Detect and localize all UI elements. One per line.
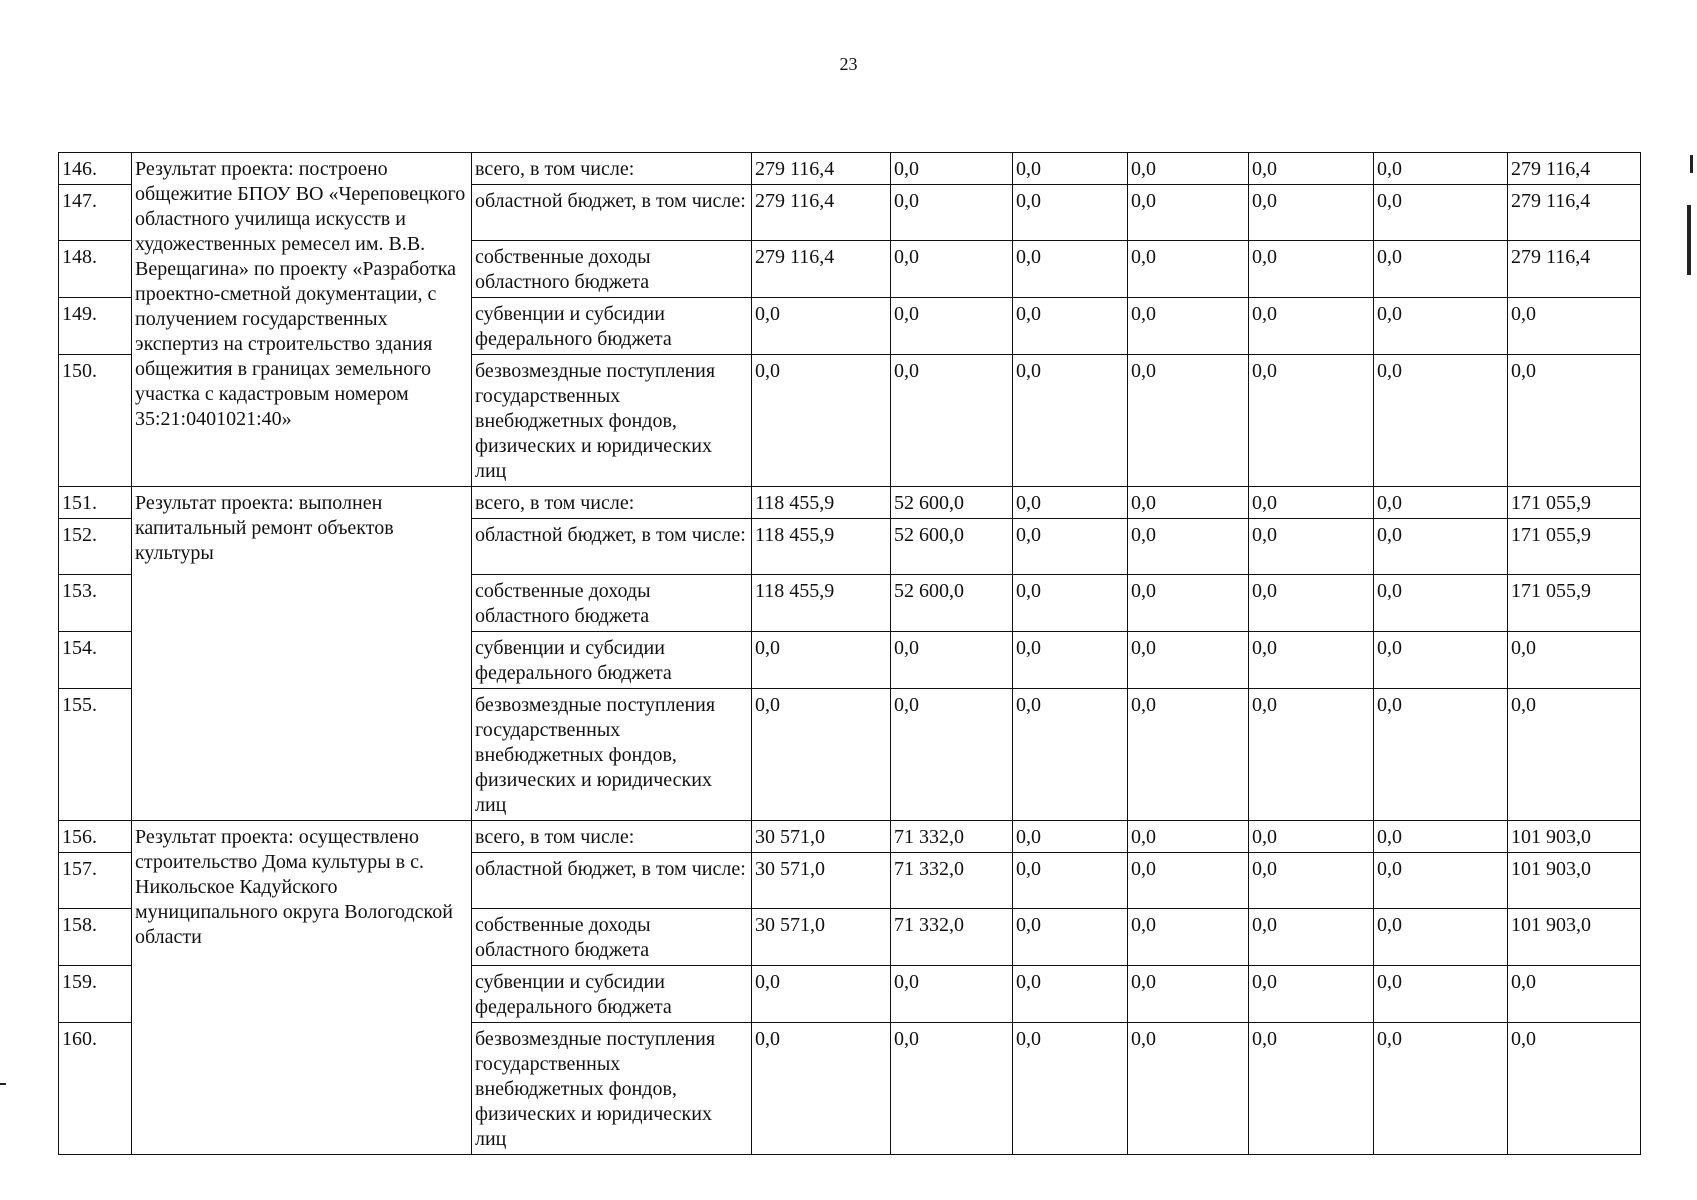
amount-cell: 71 332,0 bbox=[891, 821, 1013, 853]
row-number: 158. bbox=[59, 909, 132, 966]
project-result-description: Результат проекта: построено общежитие БПОУ ВО «Череповецкого областного училища искусств и художественных ремесел им. В.В. Верещагина» по проекту «Разработка проектно-сметной документации, с получением государственных экспертиз на строительство здания общежития в границах земельного участка с кадастровым номером 35:21:0401021:40» bbox=[132, 153, 472, 487]
amount-cell: 0,0 bbox=[891, 298, 1013, 355]
row-number: 150. bbox=[59, 355, 132, 487]
project-result-description: Результат проекта: выполнен капитальный ремонт объектов культуры bbox=[132, 487, 472, 821]
amount-cell: 71 332,0 bbox=[891, 909, 1013, 966]
row-number: 152. bbox=[59, 519, 132, 575]
row-number: 154. bbox=[59, 632, 132, 689]
amount-cell: 279 116,4 bbox=[752, 241, 891, 298]
amount-cell: 52 600,0 bbox=[891, 519, 1013, 575]
amount-cell: 0,0 bbox=[1249, 966, 1374, 1023]
row-number: 146. bbox=[59, 153, 132, 185]
amount-cell: 0,0 bbox=[1013, 153, 1128, 185]
table-row bbox=[59, 821, 1641, 853]
amount-cell: 0,0 bbox=[1508, 298, 1641, 355]
amount-cell: 0,0 bbox=[1374, 821, 1508, 853]
amount-cell: 0,0 bbox=[1249, 185, 1374, 241]
row-number: 149. bbox=[59, 298, 132, 355]
amount-cell: 0,0 bbox=[891, 1023, 1013, 1155]
amount-cell: 101 903,0 bbox=[1508, 909, 1641, 966]
funding-source: безвозмездные поступления государственных внебюджетных фондов, физических и юридических лиц bbox=[472, 355, 752, 487]
scan-edge-mark-right bbox=[1687, 205, 1691, 275]
table-body bbox=[59, 153, 1641, 1155]
amount-cell: 0,0 bbox=[1249, 153, 1374, 185]
amount-cell: 0,0 bbox=[1128, 153, 1249, 185]
amount-cell: 0,0 bbox=[1013, 241, 1128, 298]
amount-cell: 0,0 bbox=[1128, 1023, 1249, 1155]
amount-cell: 0,0 bbox=[1013, 298, 1128, 355]
amount-cell: 52 600,0 bbox=[891, 575, 1013, 632]
amount-cell: 0,0 bbox=[1013, 966, 1128, 1023]
row-number: 148. bbox=[59, 241, 132, 298]
amount-cell: 118 455,9 bbox=[752, 575, 891, 632]
amount-cell: 0,0 bbox=[1374, 519, 1508, 575]
funding-source: собственные доходы областного бюджета bbox=[472, 909, 752, 966]
amount-cell: 0,0 bbox=[1128, 909, 1249, 966]
amount-cell: 0,0 bbox=[1374, 298, 1508, 355]
amount-cell: 0,0 bbox=[1249, 487, 1374, 519]
row-number: 147. bbox=[59, 185, 132, 241]
row-number: 153. bbox=[59, 575, 132, 632]
amount-cell: 0,0 bbox=[1508, 689, 1641, 821]
row-number: 160. bbox=[59, 1023, 132, 1155]
amount-cell: 0,0 bbox=[1128, 689, 1249, 821]
amount-cell: 52 600,0 bbox=[891, 487, 1013, 519]
scan-edge-mark-left bbox=[0, 1083, 6, 1085]
funding-source: областной бюджет, в том числе: bbox=[472, 519, 752, 575]
amount-cell: 171 055,9 bbox=[1508, 519, 1641, 575]
amount-cell: 0,0 bbox=[1249, 1023, 1374, 1155]
amount-cell: 0,0 bbox=[1374, 909, 1508, 966]
amount-cell: 0,0 bbox=[1374, 853, 1508, 909]
amount-cell: 0,0 bbox=[1374, 689, 1508, 821]
amount-cell: 0,0 bbox=[891, 153, 1013, 185]
funding-source: субвенции и субсидии федерального бюджета bbox=[472, 298, 752, 355]
amount-cell: 0,0 bbox=[1128, 519, 1249, 575]
row-number: 155. bbox=[59, 689, 132, 821]
funding-source: всего, в том числе: bbox=[472, 153, 752, 185]
amount-cell: 279 116,4 bbox=[752, 153, 891, 185]
amount-cell: 101 903,0 bbox=[1508, 853, 1641, 909]
amount-cell: 0,0 bbox=[891, 632, 1013, 689]
page-number: 23 bbox=[839, 54, 858, 74]
amount-cell: 279 116,4 bbox=[752, 185, 891, 241]
amount-cell: 0,0 bbox=[1249, 853, 1374, 909]
amount-cell: 0,0 bbox=[1249, 241, 1374, 298]
amount-cell: 0,0 bbox=[1374, 355, 1508, 487]
amount-cell: 0,0 bbox=[752, 1023, 891, 1155]
amount-cell: 0,0 bbox=[752, 966, 891, 1023]
amount-cell: 0,0 bbox=[1249, 689, 1374, 821]
funding-source: областной бюджет, в том числе: bbox=[472, 853, 752, 909]
amount-cell: 0,0 bbox=[891, 185, 1013, 241]
amount-cell: 0,0 bbox=[1374, 1023, 1508, 1155]
amount-cell: 71 332,0 bbox=[891, 853, 1013, 909]
amount-cell: 0,0 bbox=[1013, 519, 1128, 575]
amount-cell: 118 455,9 bbox=[752, 487, 891, 519]
amount-cell: 0,0 bbox=[1013, 821, 1128, 853]
amount-cell: 0,0 bbox=[752, 355, 891, 487]
row-number: 151. bbox=[59, 487, 132, 519]
amount-cell: 0,0 bbox=[1013, 185, 1128, 241]
amount-cell: 0,0 bbox=[1013, 909, 1128, 966]
amount-cell: 0,0 bbox=[1013, 355, 1128, 487]
amount-cell: 0,0 bbox=[1128, 241, 1249, 298]
amount-cell: 0,0 bbox=[891, 355, 1013, 487]
funding-source: субвенции и субсидии федерального бюджета bbox=[472, 966, 752, 1023]
amount-cell: 0,0 bbox=[891, 241, 1013, 298]
funding-source: собственные доходы областного бюджета bbox=[472, 241, 752, 298]
amount-cell: 0,0 bbox=[1249, 298, 1374, 355]
table-row bbox=[59, 487, 1641, 519]
funding-source: безвозмездные поступления государственных внебюджетных фондов, физических и юридических лиц bbox=[472, 689, 752, 821]
amount-cell: 0,0 bbox=[1508, 632, 1641, 689]
budget-table bbox=[58, 152, 1641, 1155]
amount-cell: 0,0 bbox=[1013, 1023, 1128, 1155]
scan-edge-mark-top bbox=[1690, 155, 1693, 173]
amount-cell: 101 903,0 bbox=[1508, 821, 1641, 853]
amount-cell: 0,0 bbox=[752, 689, 891, 821]
amount-cell: 0,0 bbox=[1128, 298, 1249, 355]
amount-cell: 0,0 bbox=[1128, 355, 1249, 487]
amount-cell: 0,0 bbox=[1013, 689, 1128, 821]
row-number: 159. bbox=[59, 966, 132, 1023]
amount-cell: 0,0 bbox=[1128, 821, 1249, 853]
amount-cell: 0,0 bbox=[1249, 355, 1374, 487]
amount-cell: 118 455,9 bbox=[752, 519, 891, 575]
amount-cell: 0,0 bbox=[1013, 487, 1128, 519]
funding-source: собственные доходы областного бюджета bbox=[472, 575, 752, 632]
row-number: 156. bbox=[59, 821, 132, 853]
amount-cell: 30 571,0 bbox=[752, 853, 891, 909]
amount-cell: 0,0 bbox=[1249, 821, 1374, 853]
amount-cell: 0,0 bbox=[1128, 487, 1249, 519]
amount-cell: 0,0 bbox=[1013, 575, 1128, 632]
amount-cell: 0,0 bbox=[1508, 355, 1641, 487]
amount-cell: 0,0 bbox=[1249, 632, 1374, 689]
funding-source: областной бюджет, в том числе: bbox=[472, 185, 752, 241]
table-row bbox=[59, 153, 1641, 185]
amount-cell: 0,0 bbox=[1374, 632, 1508, 689]
row-number: 157. bbox=[59, 853, 132, 909]
amount-cell: 0,0 bbox=[752, 632, 891, 689]
amount-cell: 0,0 bbox=[1013, 853, 1128, 909]
amount-cell: 279 116,4 bbox=[1508, 241, 1641, 298]
amount-cell: 30 571,0 bbox=[752, 909, 891, 966]
amount-cell: 0,0 bbox=[1374, 575, 1508, 632]
funding-source: субвенции и субсидии федерального бюджета bbox=[472, 632, 752, 689]
amount-cell: 0,0 bbox=[1374, 241, 1508, 298]
amount-cell: 0,0 bbox=[752, 298, 891, 355]
amount-cell: 0,0 bbox=[891, 966, 1013, 1023]
amount-cell: 171 055,9 bbox=[1508, 487, 1641, 519]
amount-cell: 0,0 bbox=[1249, 909, 1374, 966]
amount-cell: 0,0 bbox=[1128, 853, 1249, 909]
amount-cell: 279 116,4 bbox=[1508, 185, 1641, 241]
amount-cell: 0,0 bbox=[1249, 519, 1374, 575]
amount-cell: 0,0 bbox=[1374, 185, 1508, 241]
amount-cell: 0,0 bbox=[1374, 966, 1508, 1023]
amount-cell: 0,0 bbox=[1128, 575, 1249, 632]
funding-source: всего, в том числе: bbox=[472, 821, 752, 853]
amount-cell: 30 571,0 bbox=[752, 821, 891, 853]
amount-cell: 0,0 bbox=[1508, 1023, 1641, 1155]
amount-cell: 0,0 bbox=[1508, 966, 1641, 1023]
amount-cell: 0,0 bbox=[1374, 487, 1508, 519]
amount-cell: 0,0 bbox=[1249, 575, 1374, 632]
project-result-description: Результат проекта: осуществлено строительство Дома культуры в с. Никольское Кадуйского муниципального округа Вологодской области bbox=[132, 821, 472, 1155]
amount-cell: 0,0 bbox=[891, 689, 1013, 821]
amount-cell: 171 055,9 bbox=[1508, 575, 1641, 632]
amount-cell: 0,0 bbox=[1128, 632, 1249, 689]
funding-source: всего, в том числе: bbox=[472, 487, 752, 519]
amount-cell: 0,0 bbox=[1128, 185, 1249, 241]
funding-source: безвозмездные поступления государственных внебюджетных фондов, физических и юридических лиц bbox=[472, 1023, 752, 1155]
amount-cell: 0,0 bbox=[1013, 632, 1128, 689]
amount-cell: 279 116,4 bbox=[1508, 153, 1641, 185]
amount-cell: 0,0 bbox=[1128, 966, 1249, 1023]
amount-cell: 0,0 bbox=[1374, 153, 1508, 185]
